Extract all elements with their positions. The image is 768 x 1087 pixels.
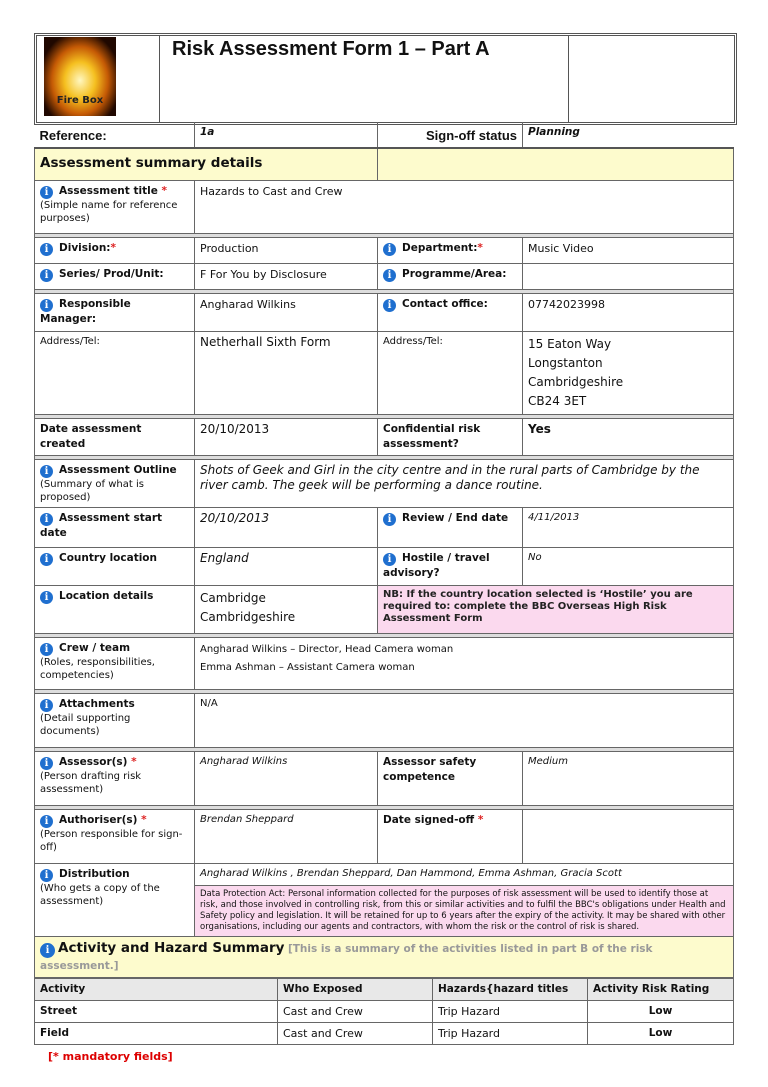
field-label: Assessment title bbox=[59, 184, 158, 197]
field-hint: (Who gets a copy of the assessment) bbox=[40, 882, 160, 907]
address-input-2[interactable] bbox=[523, 331, 734, 414]
hostile-select[interactable]: No bbox=[523, 547, 734, 585]
info-icon[interactable]: i bbox=[40, 269, 53, 282]
crew-input[interactable] bbox=[195, 637, 734, 689]
info-icon[interactable]: i bbox=[383, 553, 396, 566]
reference-value[interactable]: 1a bbox=[195, 122, 378, 148]
address-line: 15 Eaton Way bbox=[528, 336, 612, 351]
field-label: Distribution bbox=[59, 867, 130, 880]
table-row bbox=[35, 1023, 734, 1045]
column-header: Activity Risk Rating bbox=[588, 979, 734, 1001]
activity-header-row bbox=[35, 979, 734, 1001]
field-label: Date assessment created bbox=[35, 418, 195, 455]
required-marker: * bbox=[141, 813, 147, 826]
info-icon[interactable]: i bbox=[40, 553, 53, 566]
field-hint: (Person drafting risk assessment) bbox=[40, 770, 142, 795]
confidential-select[interactable]: Yes bbox=[523, 418, 734, 455]
field-label: Attachments bbox=[59, 697, 135, 710]
info-icon[interactable]: i bbox=[40, 943, 55, 958]
date-created-input[interactable]: 20/10/2013 bbox=[195, 418, 378, 455]
section-heading-blank bbox=[378, 148, 734, 180]
field-hint: (Simple name for reference purposes) bbox=[40, 199, 178, 224]
address-line: CB24 3ET bbox=[528, 393, 587, 408]
assessors-input[interactable]: Angharad Wilkins bbox=[195, 751, 378, 805]
page-title: Risk Assessment Form 1 – Part A bbox=[160, 36, 569, 122]
series-input[interactable]: F For You by Disclosure bbox=[195, 263, 378, 289]
field-hint: (Detail supporting documents) bbox=[40, 712, 131, 737]
field-label: Responsible Manager: bbox=[40, 297, 131, 325]
field-label: Assessor safety competence bbox=[378, 751, 523, 805]
field-label: Location details bbox=[59, 589, 154, 602]
distribution-input[interactable]: Angharad Wilkins , Brendan Sheppard, Dan Hammond, Emma Ashman, Gracia Scott bbox=[195, 863, 734, 885]
field-label: Crew / team bbox=[59, 641, 131, 654]
crew-line: Emma Ashman – Assistant Camera woman bbox=[200, 661, 415, 673]
field-label: Address/Tel: bbox=[35, 331, 195, 414]
activity-cell[interactable]: Street bbox=[35, 1001, 278, 1023]
review-date-input[interactable]: 4/11/2013 bbox=[523, 507, 734, 547]
field-label: Assessment Outline bbox=[59, 463, 177, 476]
info-icon[interactable]: i bbox=[40, 465, 53, 478]
signed-off-input[interactable] bbox=[523, 809, 734, 863]
attachments-input[interactable]: N/A bbox=[195, 693, 734, 747]
info-icon[interactable]: i bbox=[383, 513, 396, 526]
column-header: Hazards{hazard titles bbox=[433, 979, 588, 1001]
firebox-logo: Fire Box bbox=[44, 37, 116, 116]
risk-rating-cell[interactable]: Low bbox=[588, 1001, 734, 1023]
who-exposed-cell[interactable]: Cast and Crew bbox=[278, 1001, 433, 1023]
address-line: Longstanton bbox=[528, 355, 603, 370]
field-label: Contact office: bbox=[402, 297, 488, 310]
risk-rating-cell[interactable]: Low bbox=[588, 1023, 734, 1045]
column-header: Who Exposed bbox=[278, 979, 433, 1001]
required-marker: * bbox=[477, 241, 483, 254]
address-line: Cambridgeshire bbox=[528, 374, 624, 389]
outline-input[interactable]: Shots of Geek and Girl in the city centre and in the rural parts of Cambridge by the river camb. The geek will be performing a dance routine. bbox=[195, 459, 734, 507]
field-hint: (Person responsible for sign-off) bbox=[40, 828, 183, 853]
info-icon[interactable]: i bbox=[40, 513, 53, 526]
required-marker: * bbox=[110, 241, 116, 254]
required-marker: * bbox=[131, 755, 137, 768]
division-input[interactable]: Production bbox=[195, 237, 378, 263]
section-heading: Assessment summary details bbox=[35, 148, 378, 180]
start-date-input[interactable]: 20/10/2013 bbox=[195, 507, 378, 547]
activity-heading: Activity and Hazard Summary bbox=[58, 939, 285, 956]
reference-row bbox=[35, 122, 734, 148]
field-label: Date signed-off bbox=[383, 813, 475, 826]
field-label: Authoriser(s) bbox=[59, 813, 138, 826]
crew-line: Angharad Wilkins – Director, Head Camera woman bbox=[200, 643, 454, 655]
field-hint: (Summary of what is proposed) bbox=[40, 478, 144, 503]
table-row bbox=[35, 1001, 734, 1023]
info-icon[interactable]: i bbox=[40, 815, 53, 828]
assessment-title-row bbox=[35, 180, 734, 233]
info-icon[interactable]: i bbox=[40, 591, 53, 604]
data-protection-note: Data Protection Act: Personal information collected for the purposes of risk assessment will be used to identify those at risk, and those involved in controlling risk, from this or similar activities and to fulfil the BBC's obligations under Health and Safety policy and legislation. It will be retained for up to 6 years after the expiry of the activity. It may be shared with other organisations, including our agents and contractors, with whom the risk or the control of risk is shared. bbox=[195, 885, 734, 936]
activity-table bbox=[34, 978, 734, 1045]
required-marker: * bbox=[161, 184, 167, 197]
info-icon[interactable]: i bbox=[40, 643, 53, 656]
location-line: Cambridge bbox=[200, 590, 266, 605]
department-input[interactable]: Music Video bbox=[523, 237, 734, 263]
info-icon[interactable]: i bbox=[40, 243, 53, 256]
address-input-1[interactable]: Netherhall Sixth Form bbox=[195, 331, 378, 414]
reference-label: Reference: bbox=[39, 128, 107, 143]
location-input[interactable] bbox=[195, 585, 378, 633]
info-icon[interactable]: i bbox=[383, 269, 396, 282]
mandatory-fields-note: [* mandatory fields] bbox=[48, 1050, 173, 1063]
field-label: Confidential risk assessment? bbox=[378, 418, 523, 455]
signoff-label: Sign-off status bbox=[378, 122, 523, 148]
contact-input[interactable]: 07742023998 bbox=[523, 293, 734, 331]
hostile-note: NB: If the country location selected is ‘Hostile’ you are required to: complete the BBC Overseas High Risk Assessment Form bbox=[378, 585, 734, 633]
logo-cell bbox=[37, 36, 160, 122]
signoff-value[interactable]: Planning bbox=[528, 126, 580, 138]
info-icon[interactable]: i bbox=[40, 757, 53, 770]
location-line: Cambridgeshire bbox=[200, 609, 296, 624]
hazard-cell[interactable]: Trip Hazard bbox=[433, 1023, 588, 1045]
manager-input[interactable]: Angharad Wilkins bbox=[195, 293, 378, 331]
header-blank-cell bbox=[569, 36, 734, 122]
assessment-title-input[interactable]: Hazards to Cast and Crew bbox=[195, 180, 734, 233]
field-label: Country location bbox=[59, 551, 157, 564]
info-icon[interactable]: i bbox=[40, 869, 53, 882]
who-exposed-cell[interactable]: Cast and Crew bbox=[278, 1023, 433, 1045]
country-input[interactable]: England bbox=[195, 547, 378, 585]
field-label: Address/Tel: bbox=[378, 331, 523, 414]
info-icon[interactable]: i bbox=[383, 243, 396, 256]
hazard-cell[interactable]: Trip Hazard bbox=[433, 1001, 588, 1023]
info-icon[interactable]: i bbox=[383, 299, 396, 312]
authoriser-input[interactable]: Brendan Sheppard bbox=[195, 809, 378, 863]
column-header: Activity bbox=[35, 979, 278, 1001]
field-label: Review / End date bbox=[402, 511, 509, 524]
info-icon[interactable]: i bbox=[40, 299, 53, 312]
field-label: Programme/Area: bbox=[402, 267, 507, 280]
form-header bbox=[34, 33, 737, 125]
field-label: Division: bbox=[59, 241, 111, 254]
assessor-competence-select[interactable]: Medium bbox=[523, 751, 734, 805]
programme-input[interactable] bbox=[523, 263, 734, 289]
required-marker: * bbox=[477, 813, 484, 826]
field-hint: (Roles, responsibilities, competencies) bbox=[40, 656, 155, 681]
assessment-form bbox=[34, 122, 734, 978]
activity-cell[interactable]: Field bbox=[35, 1023, 278, 1045]
field-label: Hostile / travel advisory? bbox=[383, 551, 490, 579]
field-label: Department: bbox=[402, 241, 478, 254]
field-label: Assessment start date bbox=[40, 511, 163, 539]
info-icon[interactable]: i bbox=[40, 186, 53, 199]
field-label: Series/ Prod/Unit: bbox=[59, 267, 164, 280]
activity-note: [This is a summary of the activities listed in part B of the risk assessment.] bbox=[40, 942, 653, 972]
info-icon[interactable]: i bbox=[40, 699, 53, 712]
field-label: Assessor(s) bbox=[59, 755, 128, 768]
